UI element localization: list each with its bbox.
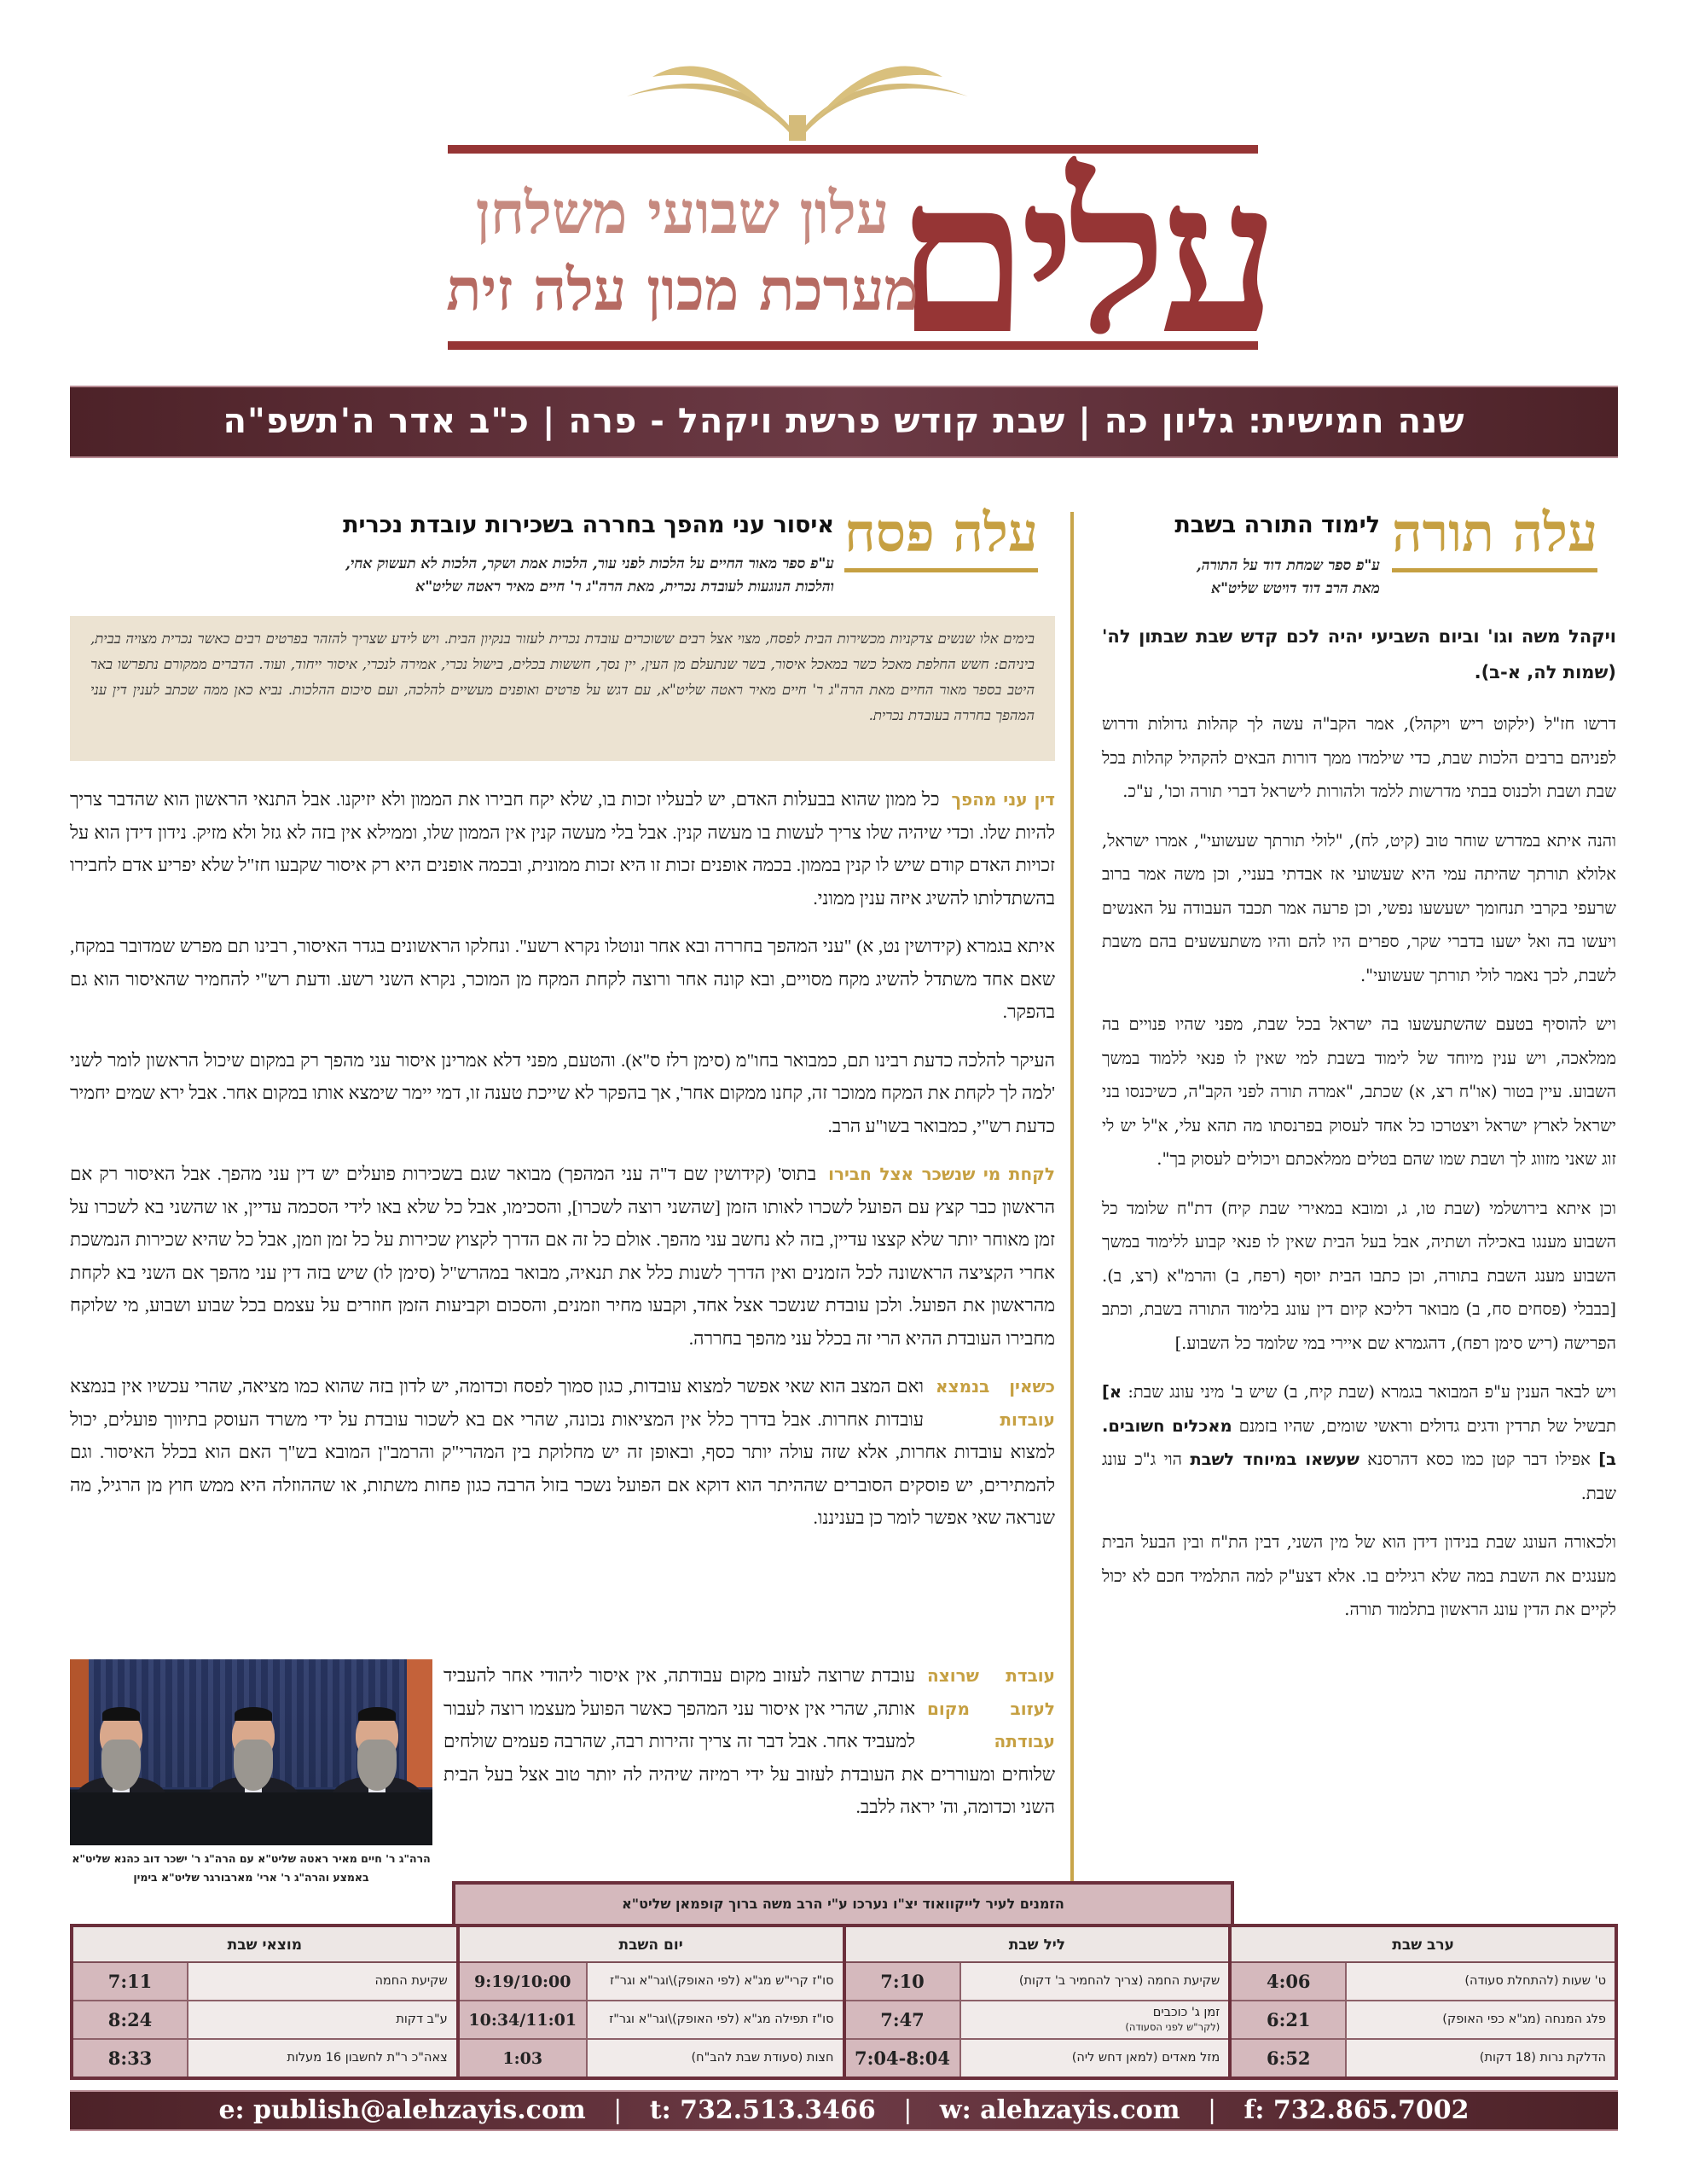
- paragraph-text: עובדת שרוצה לעזוב מקום עבודתה, אין איסור ליהודי אחר להעביד אותה, שהרי אין איסור עני המהפך כאשר הפועל מעצמו רוצה לעבור למעביד אחר. אבל דבר זה צריך זהירות רבה, שהרבה פעמים שולחים שלוחים ומעוררים את העובדת לעזוב על ידי רמיזה שיהיה לה יותר טוב אצל בעל הבית השני וכדומה, וה' יראה ללבב.: [443, 1665, 1055, 1817]
- paragraph-text: ואם המצב הוא שאי אפשר למצוא עובדות, כגון סמוך לפסח וכדומה, יש לדון בזה שהוא כמו מציאה, שהרי עכשיו אין בנמצא עובדות אחרות. אבל בדרך כלל אין המציאות נכונה, שהרי אם בא לשכור עובדת על ידי משרד העוסק בתיווך פועלים, יכול למצוא עובדות אחרות, אלא שזה עולה יותר כסף, ובאופן זה יש מחלוקת בין המהרי"ק והרמב"ן המובא בש"ך האם הוא בכלל האיסור. וגם להמתירים, יש פוסקים הסוברים שההיתר הוא דוקא אם הפועל נשכר בזול הרבה כגון פחות משתות, או שההוזלה היא ממש חוץ מן הרגיל, מה שנראה שאי אפשר לומר כן בעניננו.: [70, 1376, 1055, 1528]
- torah-section-brand: [1392, 499, 1597, 567]
- pesach-paragraph: איתא בגמרא (קידושין נט, א) "עני המהפך בחררה ובא אחר ונוטלו נקרא רשע". ונחלקו הראשונים בגדר האיסור, רבינו תם מפרש שמדובר במקח, שאם אחד משתדל להשיג מקח מסויים, ובא קונה אחר ורוצה לקחת המקח מן המוכר, נקרא השני רשע. ודעת רש"י להחמיר שהאיסור הוא גם בהפקר.: [70, 936, 1055, 1022]
- torah-section-title: לימוד התורה בשבת: [1174, 512, 1380, 538]
- pesach-paragraph: [70, 1158, 1055, 1355]
- text-run: ויש לבאר הענין ע"פ המבואר בגמרא (שבת קיח, ב) שיש ב' מיני עונג שבת:: [1122, 1382, 1616, 1402]
- zmanim-label: סו"ז קרי"ש מג"א (לפי האופק)\וגר"א וגר"ז: [588, 1963, 843, 2000]
- zmanim-label-main: זמן ג' כוכבים: [1152, 2005, 1220, 2019]
- torah-subtitle-line2: מאת הרב דוד דויטש שליט"א: [1211, 580, 1380, 597]
- zmanim-group-yom-shabbos: [456, 1927, 843, 2077]
- zmanim-time: 7:04-8:04: [846, 2040, 961, 2077]
- zmanim-row: [1232, 2001, 1615, 2040]
- zmanim-group-title: ערב שבת: [1232, 1927, 1615, 1963]
- paragraph-text: כל ממון שהוא בבעלות האדם, יש לבעליו זכות בו, שלא יקח חבירו את הממון ולא יזיקנו. אבל התנאי הראשון הוא שהדבר צריך להיות שלו. וכדי שיהיה שלו צריך לעשות בו מעשה קנין. אבל בלי מעשה קנין אין הממון שלו, וממילא אין בזה לא גזל ולא מזיק. נידון דידן הוא על זכויות האדם קודם שיש לו קנין בממון. בכמה אופנים זכות זו היא זכות ממונית, ובכמה אופנים היא רק איסור שקבעו חז"ל שלא יפריע אדם לחבירו בהשתדלותו להשיג איזה ענין ממוני.: [70, 789, 1055, 909]
- logo-subtitle-line1: עלון שבועי משלחן: [475, 179, 890, 247]
- section-lead: כשאין בנמצא עובדות: [936, 1376, 1055, 1430]
- section-lead: עובדת שרוצה לעזוב מקום עבודתה: [927, 1665, 1055, 1751]
- torah-subtitle-line1: ע"פ ספר שמחת דוד על התורה,: [1196, 557, 1380, 574]
- zmanim-time: 6:52: [1232, 2040, 1347, 2077]
- pesach-intro-text: בימים אלו שנשים צדקניות מכשירות הבית לפסח, מצוי אצל רבים ששוכרים עובדת נכרית לעזור בנקיון הבית. ויש לידע שצריך להזהר בפרטים רבים כאשר נכרית מצויה בבית, ביניהם: חשש החלפת מאכל כשר במאכל איסור, בשר שנתעלם מן העין, יין נסך, חששות בכלים, בישול נכרי, אמירה לנכרי, איסור ייחוד, ועוד. הדברים ממקורם נתפרשו באר היטב בספר מאור החיים מאת הרה"ג ר' חיים מאיר ראטה שליט"א, עם דגש על פרטים ואופנים מעשיים להלכה, ועם סיכום ההלכות. נביא כאן ממה שכתב לענין דין עני המהפך בחררה בעובדת נכרית.: [90, 630, 1035, 723]
- zmanim-time: 7:47: [846, 2001, 961, 2038]
- pesach-section-title: איסור עני מהפך בחררה בשכירות עובדת נכרית: [343, 512, 834, 538]
- pesach-paragraph: [70, 1370, 1055, 1535]
- logo-title: עלים: [896, 131, 1271, 381]
- zmanim-time: 9:19/10:00: [460, 1963, 588, 2000]
- pesach-brand-text: עלה פסח: [844, 502, 1039, 564]
- zmanim-time: 6:21: [1232, 2001, 1347, 2038]
- pesach-paragraph: העיקר להלכה כדעת רבינו תם, כמבואר בחו"מ (סימן רלז ס"א). והטעם, מפני דלא אמרינן איסור עני מהפך רק במקום שיכול הראשון לומר לשני 'למה לך לקחת את המקח ממוכר זה, קחנו ממקום אחר', אך בהפקר לא שייכת טענה זו, דמי יימר שימצא אותו במקום אחר. אבל ירא שמים יחמיר כדעת רש"י, כמבואר בשו"ע הרב.: [70, 1049, 1055, 1136]
- text-run: הוי ג"כ עונג שבת.: [1102, 1449, 1616, 1503]
- contact-email[interactable]: e: publish@alehzayis.com: [218, 2095, 586, 2125]
- bold-phrase: מאכלים חשובים. ב]: [1102, 1415, 1616, 1469]
- zmanim-time: 10:34/11:01: [460, 2001, 588, 2038]
- separator: |: [613, 2095, 623, 2125]
- contact-phone[interactable]: t: 732.513.3466: [649, 2095, 876, 2125]
- rabbis-photo: [70, 1659, 432, 1845]
- zmanim-row: [460, 1963, 843, 2001]
- pesach-subtitle-line1: ע"פ ספר מאור החיים על הלכות לפני עור, הלכות אמת ושקר, הלכות לא תעשוק אחי,: [345, 555, 834, 572]
- text-run: תבשיל של תרדין ודגים גדולים וראשי שומים, שהיו בזמנם: [1232, 1415, 1616, 1436]
- torah-section-subtitle: [1197, 555, 1380, 601]
- zmanim-row: [73, 1963, 456, 2001]
- separator: |: [1207, 2095, 1217, 2125]
- zmanim-row: [73, 2040, 456, 2077]
- zmanim-row: [846, 2001, 1229, 2040]
- logo-subtitle-line2: מערכת מכון עלה זית: [446, 256, 919, 324]
- photo-table: [70, 1792, 432, 1845]
- zmanim-time: 7:10: [846, 1963, 961, 2000]
- zmanim-header: הזמנים לעיר לייקוואוד יצ"ו נערכו ע"י הרב משה ברוך קופמאן שליט"א: [452, 1881, 1234, 1926]
- zmanim-row: [73, 2001, 456, 2040]
- zmanim-label-note: (לקר"ש לפני הסעודה): [1125, 2020, 1220, 2033]
- zmanim-time: 1:03: [460, 2040, 588, 2077]
- torah-paragraph: ולכאורה העונג שבת בנידון דידן הוא של מין השני, דבין הת"ח ובין הבעל הבית מענגים את השבת במה שלא רגילים בו. אלא דצע"ק למה התלמיד חכם לא יכול לקיים את הדין עונג הראשון בתלמוד תורה.: [1102, 1532, 1616, 1619]
- contact-website[interactable]: w: alehzayis.com: [939, 2095, 1180, 2125]
- zmanim-label: מזל מאדים (למאן דחש ליה): [961, 2040, 1229, 2077]
- pesach-article-body: [70, 783, 1055, 1550]
- text-run: אפילו דבר קטן כמו כסא דהרסנא: [1359, 1449, 1599, 1469]
- zmanim-label: הדלקת נרות (18 דקות): [1347, 2040, 1615, 2077]
- zmanim-label: שקיעת החמה: [188, 1963, 456, 2000]
- bold-marker: א]: [1102, 1382, 1122, 1402]
- pesach-section-brand: [844, 499, 1038, 567]
- contact-band: [70, 2090, 1618, 2131]
- bold-phrase: שעשאו במיוחד לשבת: [1190, 1449, 1359, 1469]
- zmanim-group-motzei-shabbos: [73, 1927, 456, 2077]
- zmanim-row: [846, 2040, 1229, 2077]
- zmanim-label: [961, 2001, 1229, 2038]
- zmanim-row: [1232, 2040, 1615, 2077]
- separator: |: [903, 2095, 913, 2125]
- section-lead: לקחת מי שנשכר אצל חבירו: [828, 1164, 1056, 1184]
- zmanim-group-title: יום השבת: [460, 1927, 843, 1963]
- zmanim-label: סו"ז תפילה מג"א (לפי האופק)\וגר"א וגר"ז: [588, 2001, 843, 2038]
- zmanim-time: 7:11: [73, 1963, 188, 2000]
- torah-verse: ויקהל משה וגו' וביום השביעי יהיה לכם קדש שבת שבתון לה' (שמות לה, א-ב).: [1102, 626, 1616, 682]
- torah-paragraph: ויש להוסיף בטעם שהשתעשעו בה ישראל בכל שבת, מפני שהיו פנויים בה ממלאכה, ויש ענין מיוחד של לימוד בשבת למי שאין לו פנאי ללמוד במשך השבוע. עיין בטור (או"ח רצ, א) שכתב, "אמרה תורה לפני הקב"ה, כשיכנסו בני ישראל לארץ ישראל ויצטרכו כל אחד לעסוק בפרנסתו מה תהא עלי, א"ל יש לי זוג שאני מזווג לך ושבת שמו שהם בטלים ממלאכתם ויכולים לעסוק בך".: [1102, 1014, 1616, 1169]
- zmanim-time: 8:24: [73, 2001, 188, 2038]
- torah-paragraph: וכן איתא בירושלמי (שבת טו, ג, ומובא במאירי שבת קיח) דת"ח שלומד כל השבוע מענגו באכילה ושתיה, אבל בעל הבית שאין לו פנאי קבוע ללימוד במשך השבוע מענג השבת בתורה, וכן כתבו הבית יוסף (רפח, ב) והרמ"א (רצ, ב). [בבבלי (פסחים סח, ב) מבואר דליכא קיום דין עונג בלימוד התורה בשבת, וכתב הפרישה (ריש סימן רפח), דהגמרא שם איירי במי שלומד כל השבוע.]: [1102, 1198, 1616, 1353]
- pesach-intro-box: [70, 616, 1055, 761]
- zmanim-time: 8:33: [73, 2040, 188, 2077]
- pesach-section-subtitle: [345, 553, 834, 599]
- pesach-brand-underline: [844, 568, 1038, 572]
- column-divider: [1070, 512, 1074, 1894]
- zmanim-label: ע"ב דקות: [188, 2001, 456, 2038]
- zmanim-group-leil-shabbos: [843, 1927, 1229, 2077]
- pesach-paragraph: [443, 1659, 1055, 1824]
- contact-fax[interactable]: f: 732.865.7002: [1244, 2095, 1470, 2125]
- open-book-icon: [618, 47, 977, 141]
- torah-paragraph: והנה איתא במדרש שוחר טוב (קיט, לח), "לולי תורתך שעשועי", אמרו ישראל, אלולא תורתך שהיתה עמי היא שעשועי אז אבדתי בעניי, וכן משה אמר ברוב שרעפי בקרבי תנחומך ישעשעו נפשי, וכן פרעה אמר תכבד העבודה על האנשים ויעשו בה ואל ישעו בדברי שקר, ספרים היו להם והיו משתעשעים בהם משבת לשבת, לכך נאמר לולי תורתך שעשועי".: [1102, 830, 1616, 985]
- pesach-last-paragraph-wrap: [443, 1659, 1055, 1824]
- paragraph-text: בתוס' (קידושין שם ד"ה עני המהפך) מבואר שגם בשכירות פועלים יש דין עני מהפך. אבל האיסור רק אם הראשון כבר קצץ עם הפועל לשכרו לאותו הזמן [שהשני רוצה לשכרו], והסכימו, אבל כל שלא באו לידי הסכמה עדיין, או שהשני בא לשכרו על זמן מאוחר יותר שלא קצצו עדיין, בזה לא נחשב עני מהפך. אולם כל זה אם הדרך לקצוץ שכירות על כל זמן וזמן, אבל כל שהיא שכירות הנמשכת אחרי הקציצה הראשונה לכל הזמנים ואין הדרך לשנות כלל את תנאיה, מבואר במהרש"ל (סימן לו) שיש בזה דין עני מהפך אם השני בא לקחת מהראשון את הפועל. ולכן עובדת שנשכר אצל אחד, וקבעו מחיר וזמנים, והסכום וקביעות הזמן חוזרים על עצמם בכל שבוע ושבוע, מי שלוקח מחבירו העובדת ההיא הרי זה בכלל עני מהפך בחררה.: [70, 1164, 1055, 1349]
- photo-caption: הרה"ג ר' חיים מאיר ראטה שליט"א עם הרה"ג ר' ישכר דוב כהנא שליט"א באמצע והרה"ג ר' ארי' מארבורגר שליט"א בימין: [72, 1852, 431, 1884]
- masthead: [422, 47, 1275, 381]
- zmanim-row: [460, 2040, 843, 2077]
- zmanim-label: חצות (סעודת שבת להב"ח): [588, 2040, 843, 2077]
- zmanim-label: פלג המנחה (מג"א כפי האופק): [1347, 2001, 1615, 2038]
- torah-paragraph: דרשו חז"ל (ילקוט ריש ויקהל), אמר הקב"ה עשה לך קהלות גדולות ודרוש לפניהם ברבים הלכות שבת, כדי שילמדו ממך דורות הבאים להקהיל קהלות בכל שבת ושבת ולכנוס בבתי מדרשות ללמד ולהורות לישראל דברי תורה וכו', ע"כ.: [1102, 714, 1616, 801]
- zmanim-row: [1232, 1963, 1615, 2001]
- torah-article-body: [1102, 619, 1616, 1642]
- zmanim-group-title: מוצאי שבת: [73, 1927, 456, 1963]
- zmanim-label: צאה"כ ר"ת לחשבון 16 מעלות: [188, 2040, 456, 2077]
- pesach-subtitle-line2: והלכות הנוגעות לעובדת נכרית, מאת הרה"ג ר' חיים מאיר ראטה שליט"א: [415, 578, 834, 595]
- pesach-paragraph: [70, 783, 1055, 915]
- issue-band: שנה חמישית: גליון כה | שבת קודש פרשת ויקהל - פרה | כ"ב אדר ה'תשפ"ה: [70, 386, 1618, 458]
- torah-brand-underline: [1392, 568, 1597, 572]
- section-lead: דין עני מהפך: [951, 789, 1056, 810]
- zmanim-group-erev-shabbos: [1228, 1927, 1615, 2077]
- zmanim-group-title: ליל שבת: [846, 1927, 1229, 1963]
- zmanim-row: [846, 1963, 1229, 2001]
- zmanim-row: [460, 2001, 843, 2040]
- zmanim-label: שקיעת החמה (צריך להחמיר ב' דקות): [961, 1963, 1229, 2000]
- zmanim-time: 4:06: [1232, 1963, 1347, 2000]
- torah-paragraph-onegs: [1102, 1375, 1616, 1510]
- zmanim-label: ט' שעות (להתחלת סעודה): [1347, 1963, 1615, 2000]
- zmanim-table: [70, 1924, 1618, 2080]
- torah-brand-text: עלה תורה: [1392, 502, 1598, 564]
